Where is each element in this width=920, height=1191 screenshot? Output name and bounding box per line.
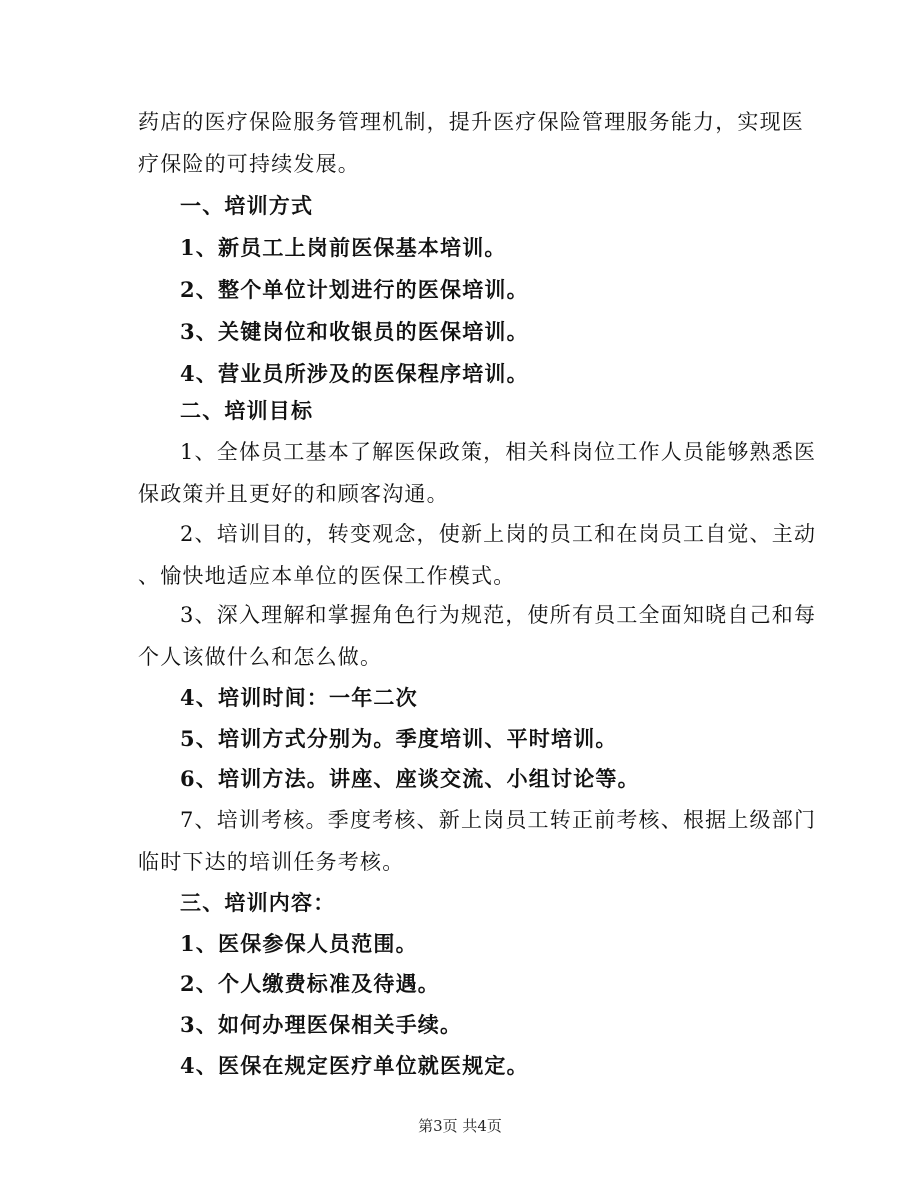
list-item: 2、培训目的，转变观念，使新上岗的员工和在岗员工自觉、主动 xyxy=(180,522,817,546)
list-item-continuation: 保政策并且更好的和顾客沟通。 xyxy=(138,482,449,506)
list-item: 7、培训考核。季度考核、新上岗员工转正前考核、根据上级部门 xyxy=(180,808,817,832)
list-item: 4、培训时间：一年二次 xyxy=(180,685,418,710)
list-item: 2、个人缴费标准及待遇。 xyxy=(180,971,441,996)
section-heading-3: 三、培训内容： xyxy=(180,890,336,915)
list-item: 3、深入理解和掌握角色行为规范，使所有员工全面知晓自己和每 xyxy=(180,603,817,627)
list-item-continuation: 、愉快地适应本单位的医保工作模式。 xyxy=(138,564,516,588)
list-item: 3、关键岗位和收银员的医保培训。 xyxy=(180,319,529,344)
list-item: 4、医保在规定医疗单位就医规定。 xyxy=(180,1053,529,1078)
list-item-continuation: 个人该做什么和怎么做。 xyxy=(138,645,383,669)
list-item: 3、如何办理医保相关手续。 xyxy=(180,1012,463,1037)
list-item: 4、营业员所涉及的医保程序培训。 xyxy=(180,361,529,386)
list-item: 1、医保参保人员范围。 xyxy=(180,931,418,956)
page-number-footer: 第3页 共4页 xyxy=(418,1117,502,1135)
list-item-continuation: 临时下达的培训任务考核。 xyxy=(138,850,405,874)
section-heading-2: 二、培训目标 xyxy=(180,398,314,423)
section-heading-1: 一、培训方式 xyxy=(180,193,314,218)
list-item: 6、培训方法。讲座、座谈交流、小组讨论等。 xyxy=(180,766,640,791)
paragraph-line: 疗保险的可持续发展。 xyxy=(138,152,360,176)
paragraph-line: 药店的医疗保险服务管理机制，提升医疗保险管理服务能力，实现医 xyxy=(138,110,804,134)
list-item: 2、整个单位计划进行的医保培训。 xyxy=(180,277,529,302)
list-item: 1、新员工上岗前医保基本培训。 xyxy=(180,235,507,260)
list-item: 1、全体员工基本了解医保政策，相关科岗位工作人员能够熟悉医 xyxy=(180,440,817,464)
list-item: 5、培训方式分别为。季度培训、平时培训。 xyxy=(180,726,618,751)
